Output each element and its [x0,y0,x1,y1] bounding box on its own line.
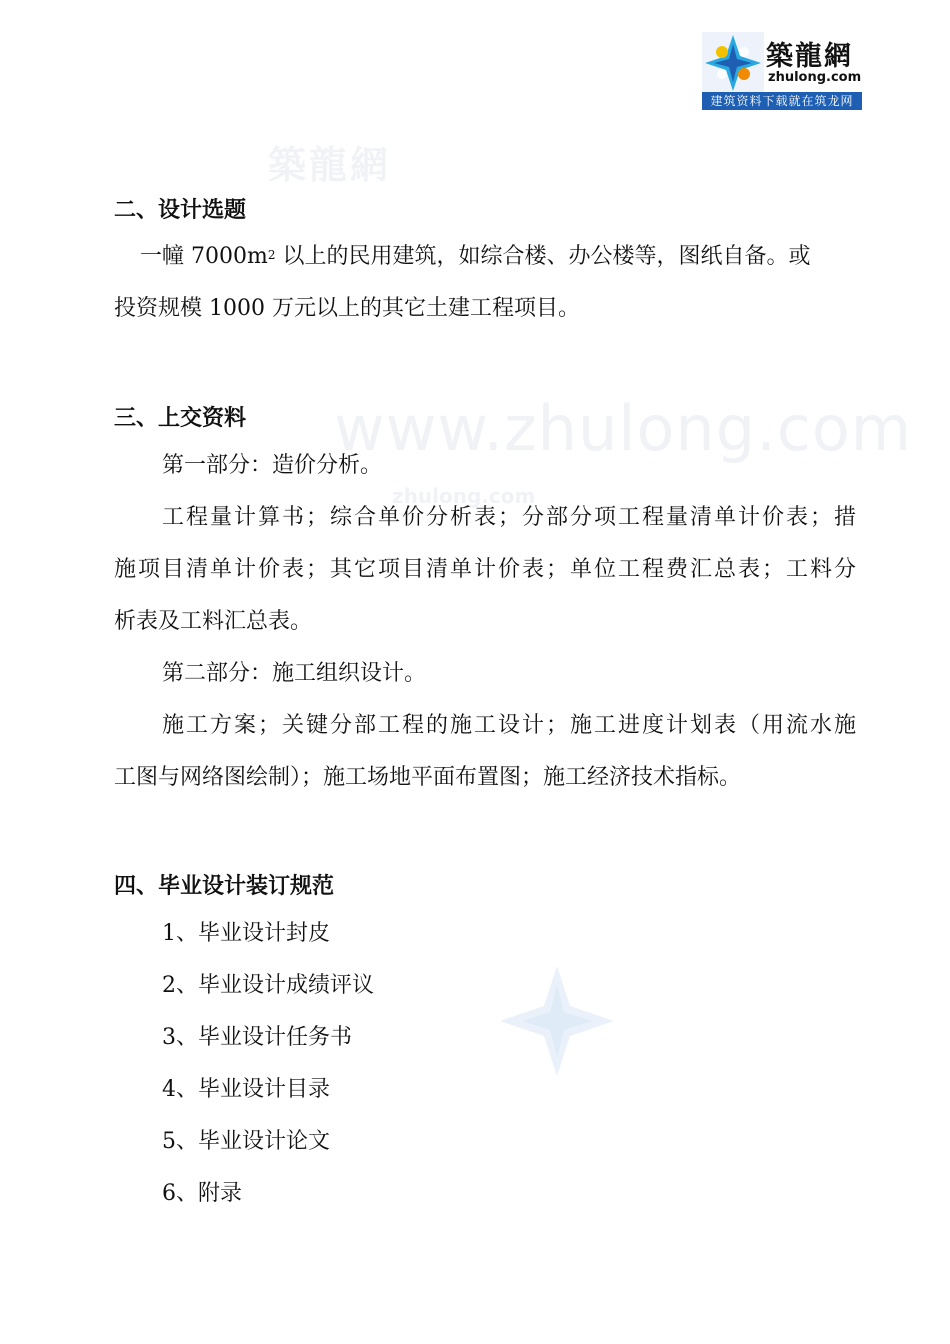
section-2-paragraph-line-2: 投资规模 1000 万元以上的其它土建工程项目。 [114,296,580,321]
section-2-paragraph-line-1 [140,242,810,272]
list-item: 2、毕业设计成绩评议 [162,973,374,998]
list-item: 4、毕业设计目录 [162,1077,330,1102]
list-item: 5、毕业设计论文 [162,1129,330,1154]
watermark-small: zhulong.com [392,484,536,508]
part-2-line-2: 工图与网络图绘制）；施工场地平面布置图；施工经济技术指标。 [114,765,742,790]
part-1-line-2: 施项目清单计价表；其它项目清单计价表；单位工程费汇总表；工料分 [114,557,856,582]
heading-section-4: 四、毕业设计装订规范 [114,873,335,899]
part-1-line-3: 析表及工料汇总表。 [114,609,313,634]
part-2-title: 第二部分：施工组织设计。 [162,661,427,686]
p1-line1-pre: 一幢 7000m [140,244,268,269]
p1-line1-post: 以上的民用建筑，如综合楼、办公楼等，图纸自备。或 [275,244,811,269]
heading-section-3: 三、上交资料 [114,405,247,431]
part-1-title: 第一部分：造价分析。 [162,453,383,478]
list-item: 6、附录 [162,1181,242,1206]
p1-line1-sup: 2 [267,248,276,262]
watermark-url: www.zhulong.com [334,392,913,465]
watermark-top: 築龍網 [268,142,392,187]
list-item: 3、毕业设计任务书 [162,1025,352,1050]
part-2-line-1: 施工方案；关键分部工程的施工设计；施工进度计划表（用流水施 [162,713,856,738]
heading-section-2: 二、设计选题 [114,197,247,223]
logo-slogan: 建筑资料下载就在筑龙网 [702,92,862,110]
zhulong-star-logo-icon [702,32,764,94]
list-item: 1、毕业设计封皮 [162,921,330,946]
logo-name-cn: 築龍網 [766,41,853,72]
logo-domain: zhulong.com [768,70,862,85]
zhulong-logo [702,32,862,110]
part-1-line-1: 工程量计算书；综合单价分析表；分部分项工程量清单计价表；措 [162,505,856,530]
watermark-star-icon [500,966,614,1076]
